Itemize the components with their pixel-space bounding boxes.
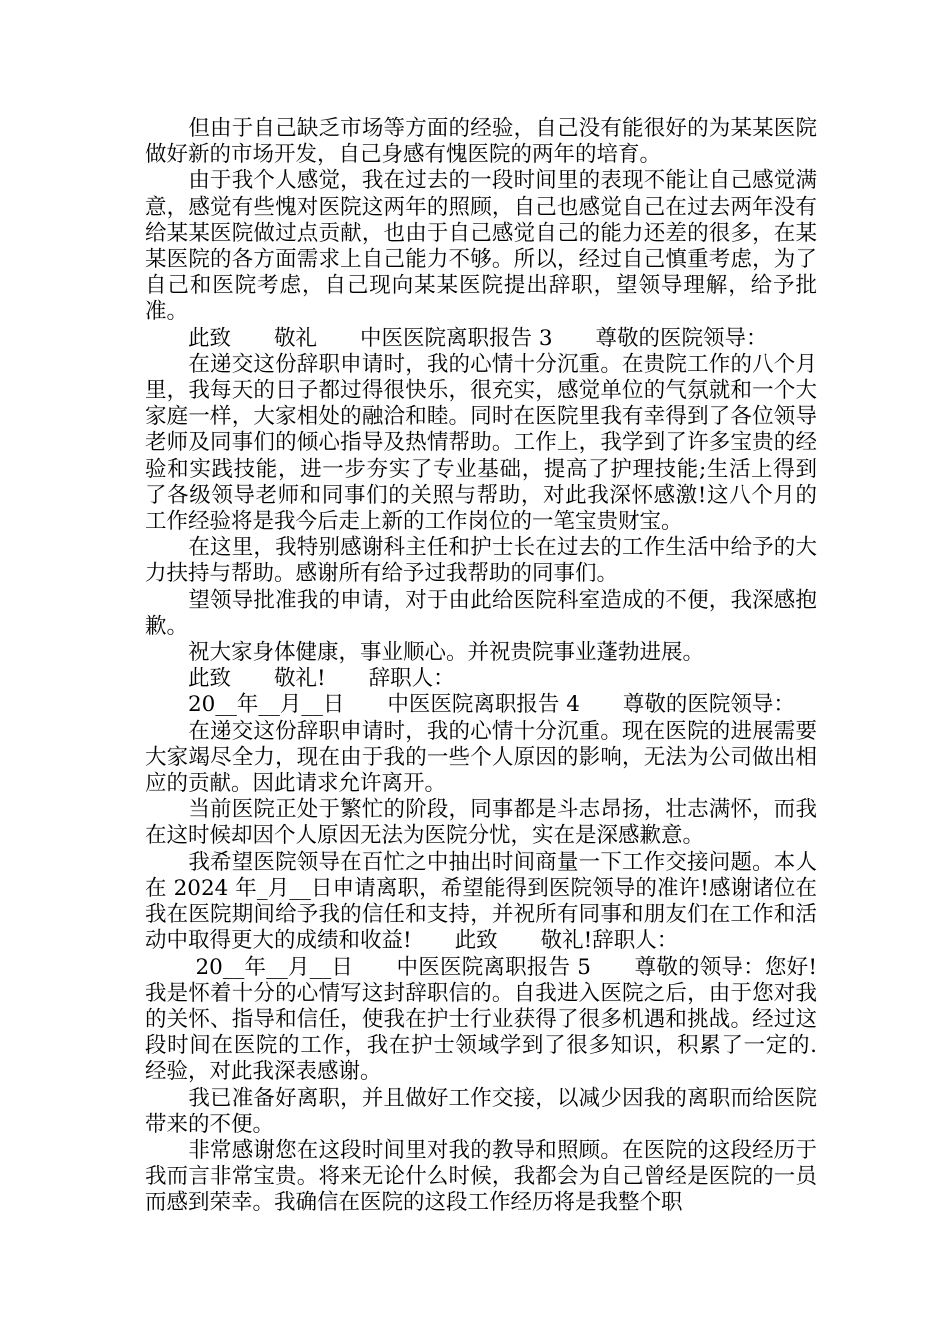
paragraph-8: 此致 敬礼! 辞职人： <box>145 666 455 692</box>
paragraph-5: 在这里，我特别感谢科主任和护士长在过去的工作生活中给予的大力扶持与帮助。感谢所有给予过我帮助的同事们。 <box>145 535 817 587</box>
paragraph-14: 我已准备好离职，并且做好工作交接，以减少因我的离职而给医院带来的不便。 <box>145 1085 817 1137</box>
paragraph-13: 20__年__月__日 中医医院离职报告 5 尊敬的领导：您好! 我是怀着十分的心情写这封辞职信的。自我进入医院之后，由于您对我的关怀、指导和信任，使我在护士行业获得了很多机遇和挑战。经过这段时间在医院的工作，我在护士领域学到了很多知识，积累了一定的.经验，对此我深表感谢。 <box>145 954 861 1085</box>
paragraph-3: 此致 敬礼 中医医院离职报告 3 尊敬的医院领导： <box>145 325 768 351</box>
paragraph-2: 由于我个人感觉，我在过去的一段时间里的表现不能让自己感觉满意，感觉有些愧对医院这两年的照顾，自己也感觉自己在过去两年没有给某某医院做过点贡献，也由于自己感觉自己的能力还差的很多，在某某医院的各方面需求上自己能力不够。所以，经过自己慎重考虑，为了自己和医院考虑，自己现向某某医院提出辞职，望领导理解，给予批准。 <box>145 168 817 325</box>
document-body <box>145 116 861 1217</box>
paragraph-7: 祝大家身体健康，事业顺心。并祝贵院事业蓬勃进展。 <box>145 640 705 666</box>
paragraph-10: 在递交这份辞职申请时，我的心情十分沉重。现在医院的进展需要大家竭尽全力，现在由于我的一些个人原因的影响，无法为公司做出相应的贡献。因此请求允许离开。 <box>145 718 817 797</box>
paragraph-15: 非常感谢您在这段时间里对我的教导和照顾。在医院的这段经历于我而言非常宝贵。将来无论什么时候，我都会为自己曾经是医院的一员而感到荣幸。我确信在医院的这段工作经历将是我整个职 <box>145 1137 817 1216</box>
paragraph-4: 在递交这份辞职申请时，我的心情十分沉重。在贵院工作的八个月里，我每天的日子都过得很快乐，很充实，感觉单位的气氛就和一个大家庭一样，大家相处的融洽和睦。同时在医院里我有幸得到了各位领导老师及同事们的倾心指导及热情帮助。工作上，我学到了许多宝贵的经验和实践技能，进一步夯实了专业基础，提高了护理技能;生活上得到了各级领导老师和同事们的关照与帮助，对此我深怀感激!这八个月的工作经验将是我今后走上新的工作岗位的一笔宝贵财宝。 <box>145 351 817 535</box>
paragraph-6: 望领导批准我的申请，对于由此给医院科室造成的不便，我深感抱歉。 <box>145 587 817 639</box>
paragraph-1: 但由于自己缺乏市场等方面的经验，自己没有能很好的为某某医院做好新的市场开发，自己身感有愧医院的两年的培育。 <box>145 116 817 168</box>
paragraph-11: 当前医院正处于繁忙的阶段，同事都是斗志昂扬，壮志满怀，而我在这时候却因个人原因无法为医院分忧，实在是深感歉意。 <box>145 797 817 849</box>
paragraph-12: 我希望医院领导在百忙之中抽出时间商量一下工作交接问题。本人在 2024 年_月__日申请离职，希望能得到医院领导的准许!感谢诸位在我在医院期间给予我的信任和支持，并祝所有同事和朋友们在工作和活动中取得更大的成绩和收益! 此致 敬礼!辞职人： <box>145 849 817 954</box>
paragraph-9: 20__年__月__日 中医医院离职报告 4 尊敬的医院领导： <box>145 692 795 718</box>
